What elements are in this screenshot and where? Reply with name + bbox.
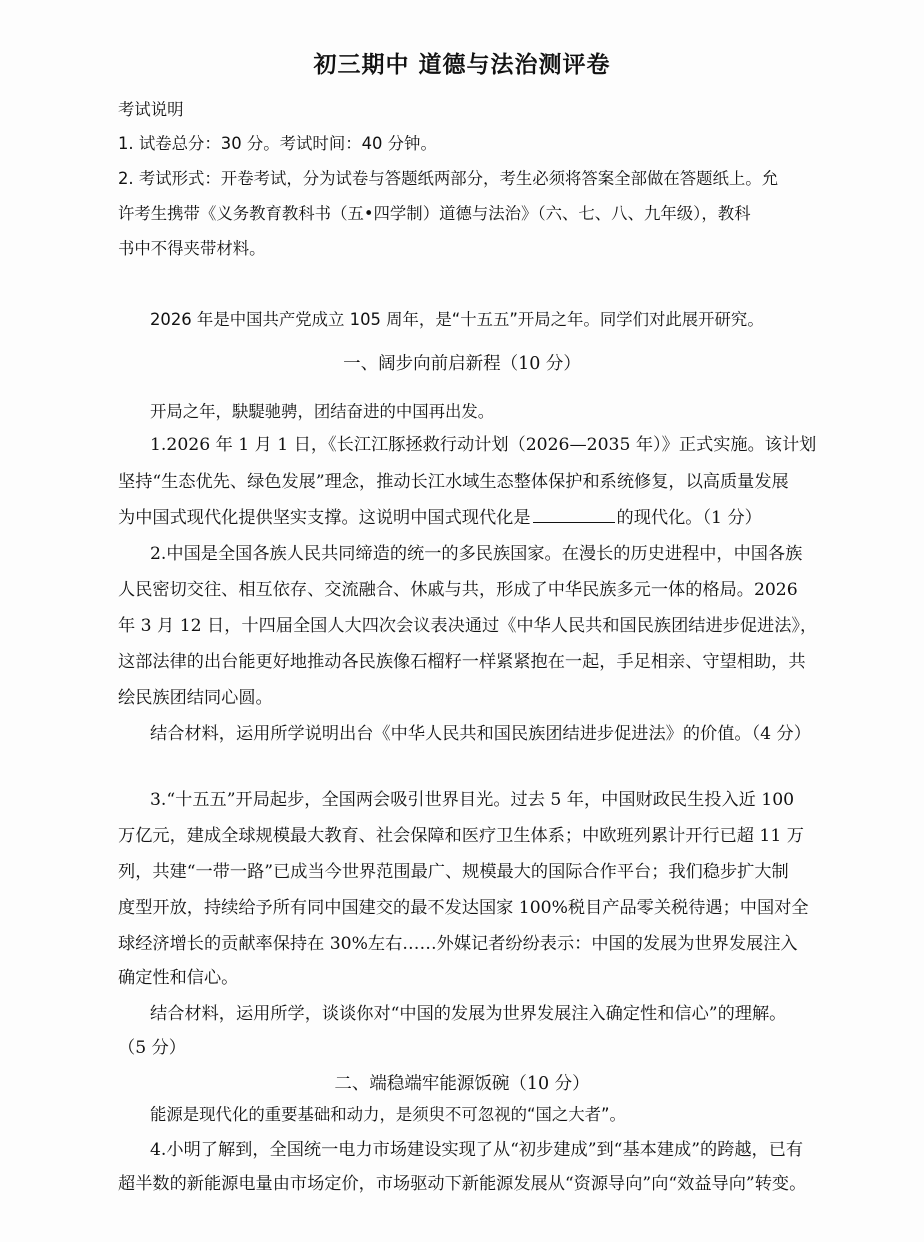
- instructions-item-2-line-3: 书中不得夹带材料。: [118, 239, 266, 258]
- question-3-line-2: 万亿元，建成全球规模最大教育、社会保障和医疗卫生体系；中欧班列累计开行已超 11 万: [118, 826, 804, 846]
- instructions-item-2-line-1: 2. 考试形式：开卷考试，分为试卷与答题纸两部分，考生必须将答案全部做在答题纸上。允: [118, 169, 779, 188]
- question-3-task-line-1: 结合材料，运用所学，谈谈你对“中国的发展为世界发展注入确定性和信心”的理解。: [150, 1004, 787, 1024]
- question-1-line-1: 1.2026 年 1 月 1 日，《长江江豚拯救行动计划（2026—2035 年）》正式实施。该计划: [150, 435, 817, 455]
- question-3-line-1: 3.“十五五”开局起步，全国两会吸引世界目光。过去 5 年，中国财政民生投入近 100: [150, 790, 795, 810]
- question-3-line-6: 确定性和信心。: [118, 968, 239, 988]
- section-1-heading: 一、阔步向前启新程（10 分）: [343, 354, 581, 374]
- question-2-line-3: 年 3 月 12 日，十四届全国人大四次会议表决通过《中华人民共和国民族团结进步促进法》，: [118, 616, 818, 636]
- question-3-task-line-2: （5 分）: [118, 1038, 186, 1058]
- instructions-heading: 考试说明: [118, 100, 184, 119]
- section-2-lead: 能源是现代化的重要基础和动力，是须臾不可忽视的“国之大者”。: [150, 1105, 626, 1124]
- question-2-line-5: 绘民族团结同心圆。: [118, 688, 273, 708]
- intro-text: 2026 年是中国共产党成立 105 周年，是“十五五”开局之年。同学们对此展开研究。: [150, 310, 764, 329]
- question-3-line-5: 球经济增长的贡献率保持在 30%左右……外媒记者纷纷表示：中国的发展为世界发展注入: [118, 934, 798, 954]
- instructions-item-1: 1. 试卷总分：30 分。考试时间：40 分钟。: [118, 134, 437, 153]
- question-3-line-3: 列，共建“一带一路”已成当今世界范围最广、规模最大的国际合作平台；我们稳步扩大制: [118, 862, 789, 882]
- question-4-line-2: 超半数的新能源电量由市场定价，市场驱动下新能源发展从“资源导向”向“效益导向”转变。: [118, 1174, 807, 1194]
- question-2-line-2: 人民密切交往、相互依存、交流融合、休戚与共，形成了中华民族多元一体的格局。2026: [118, 580, 798, 600]
- question-2-line-4: 这部法律的出台能更好地推动各民族像石榴籽一样紧紧抱在一起，手足相亲、守望相助，共: [118, 652, 806, 672]
- question-1-line-2: 坚持“生态优先、绿色发展”理念，推动长江水域生态整体保护和系统修复，以高质量发展: [118, 472, 789, 492]
- question-4-line-1: 4.小明了解到，全国统一电力市场建设实现了从“初步建成”到“基本建成”的跨越，已有: [150, 1140, 804, 1160]
- question-1-line-3-text: 为中国式现代化提供坚实支撑。这说明中国式现代化是: [118, 508, 531, 528]
- question-2-task: 结合材料，运用所学说明出台《中华人民共和国民族团结进步促进法》的价值。（4 分）: [150, 724, 811, 744]
- section-2-heading: 二、端稳端牢能源饭碗（10 分）: [334, 1074, 590, 1094]
- section-1-lead: 开局之年，駃騠驰骋，团结奋进的中国再出发。: [150, 402, 495, 421]
- question-1-tail: 的现代化。（1 分）: [616, 508, 762, 528]
- exam-title: 初三期中 道德与法治测评卷: [313, 52, 611, 78]
- question-2-line-1: 2.中国是全国各族人民共同缔造的统一的多民族国家。在漫长的历史进程中，中国各族: [150, 544, 803, 564]
- question-3-line-4: 度型开放，持续给予所有同中国建交的最不发达国家 100%税目产品零关税待遇；中国对全: [118, 898, 809, 918]
- answer-blank[interactable]: [533, 506, 615, 523]
- question-1-line-3: [118, 506, 762, 530]
- instructions-item-2-line-2: 许考生携带《义务教育教科书（五•四学制）道德与法治》（六、七、八、九年级），教科: [118, 204, 751, 223]
